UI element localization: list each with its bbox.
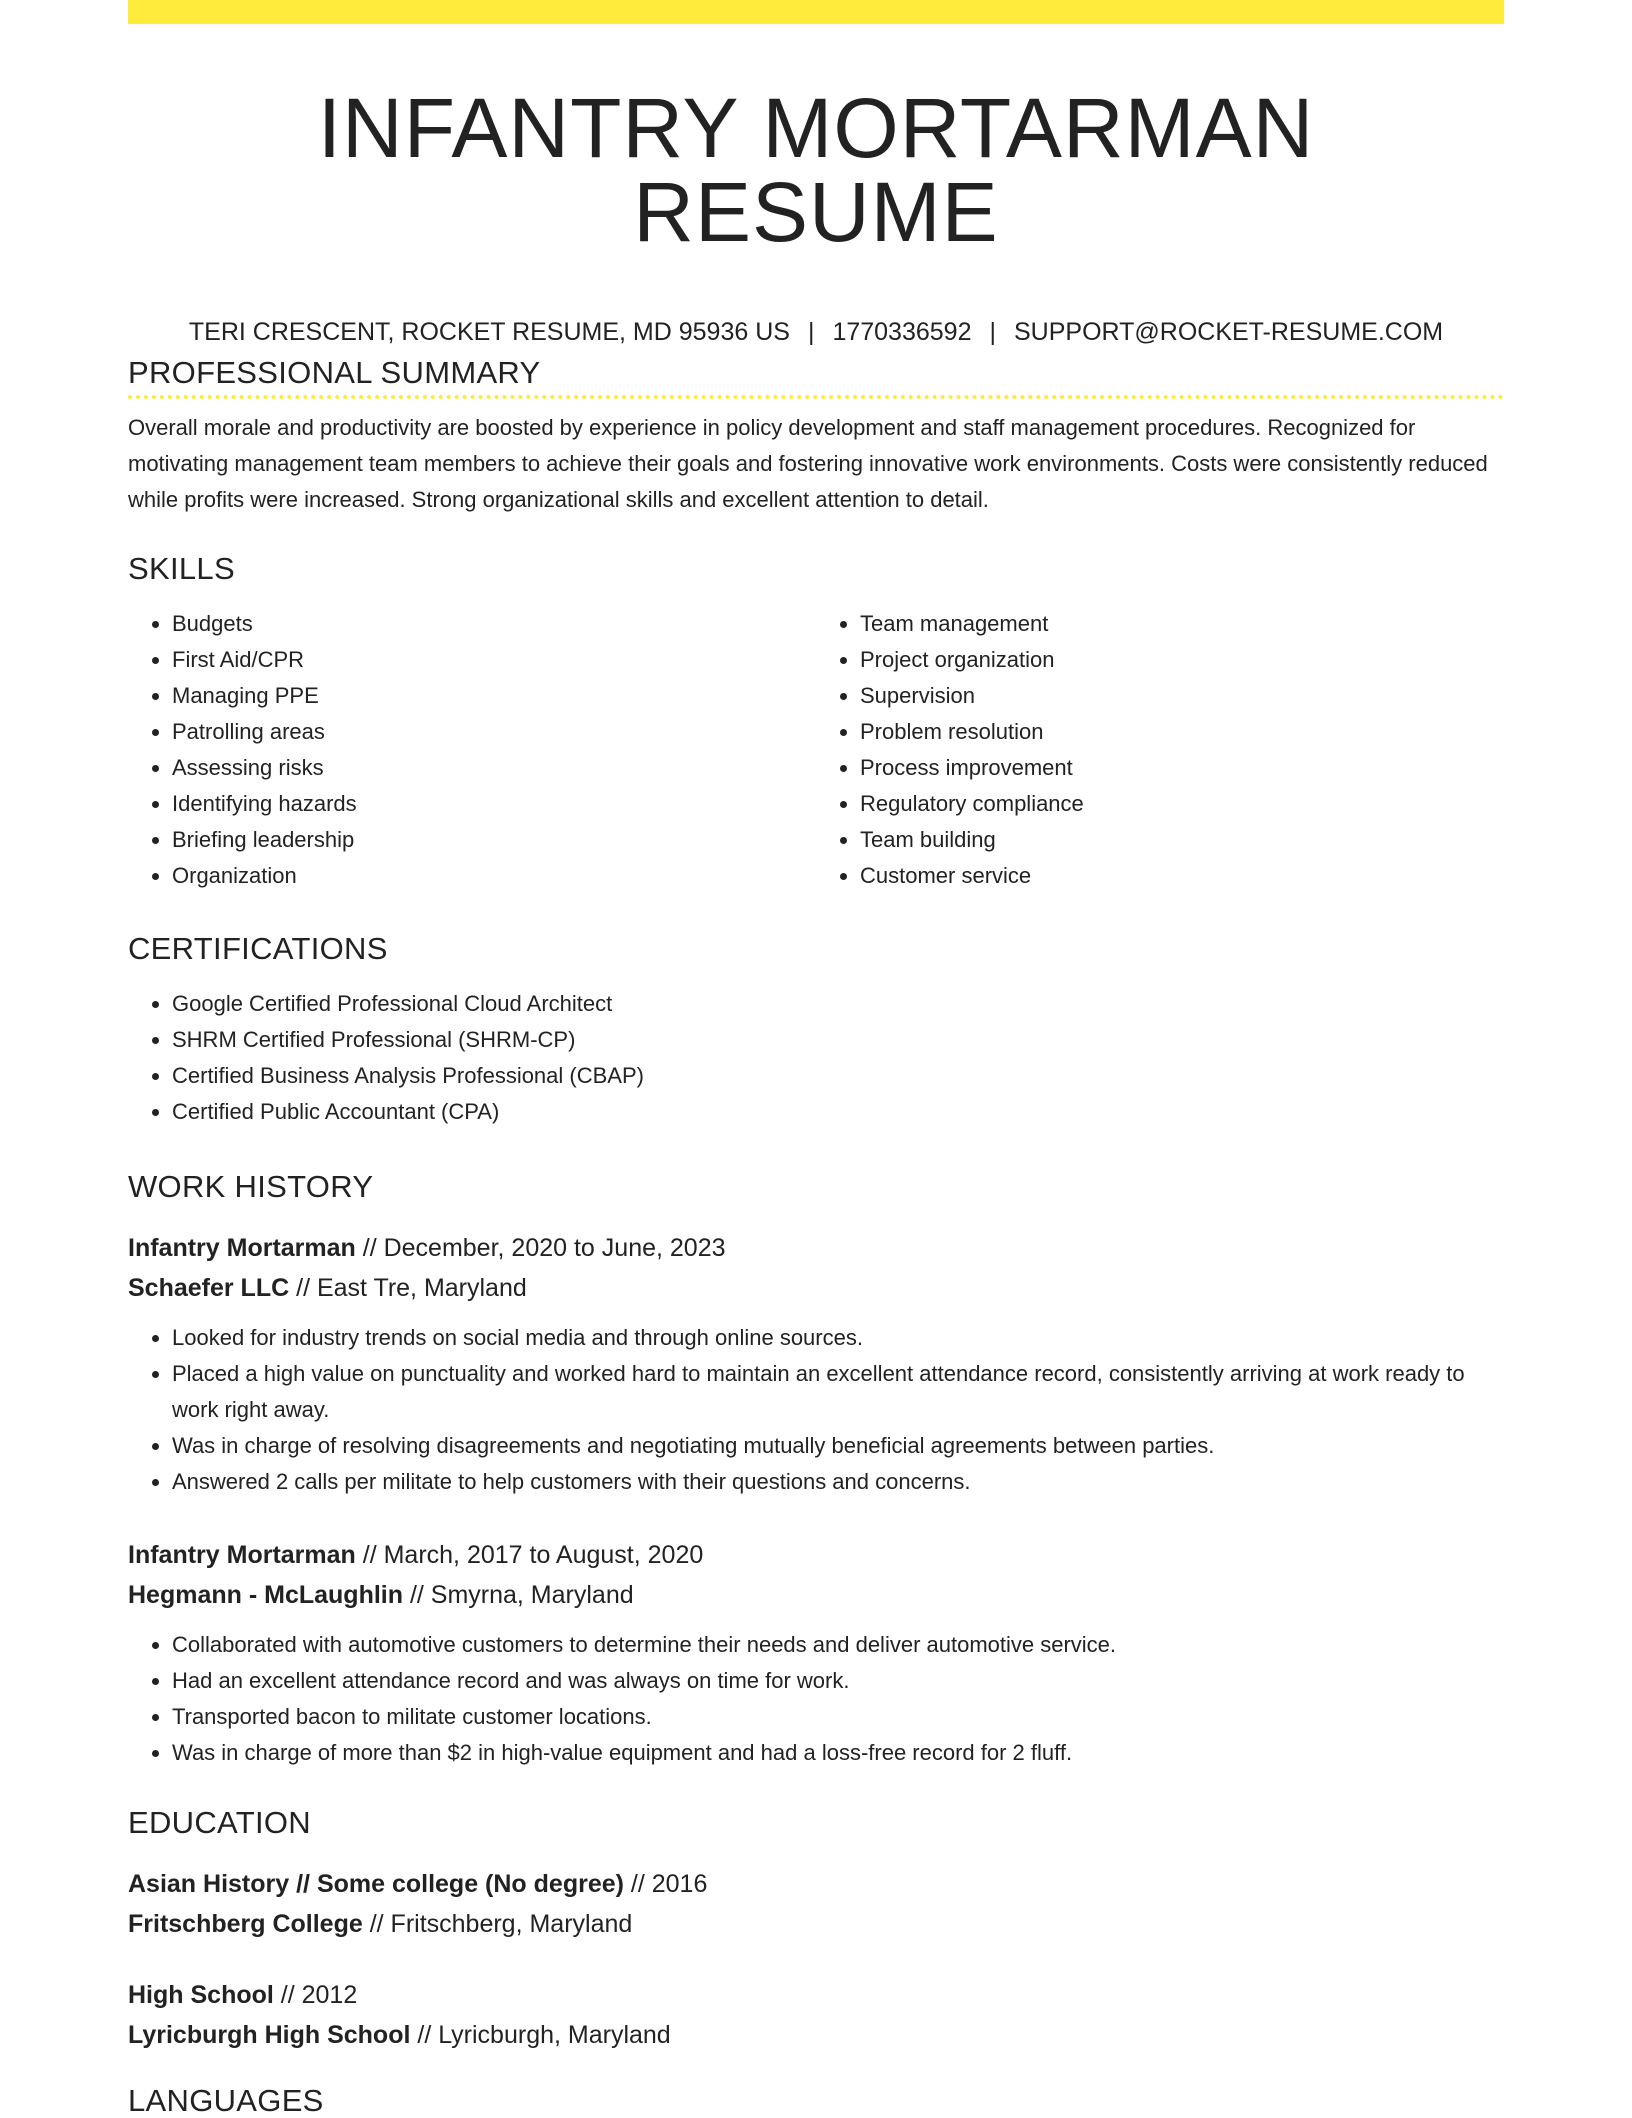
job-company-line (128, 1575, 1504, 1615)
job-bullets (128, 1320, 1504, 1500)
certification-item: • Certified Public Accountant (CPA) (172, 1094, 1504, 1130)
work-history-heading: WORK HISTORY (128, 1169, 374, 1204)
skill-item: • Regulatory compliance (860, 786, 1504, 822)
job-title: Infantry Mortarman (128, 1541, 356, 1569)
education-year: // 2012 (273, 1981, 358, 2009)
job-entry (128, 1228, 1504, 1500)
certification-item: • Certified Business Analysis Professional (CBAP) (172, 1058, 1504, 1094)
job-bullet: • Looked for industry trends on social media and through online sources. (172, 1320, 1504, 1356)
skill-item: • Supervision (860, 678, 1504, 714)
education-school: Fritschberg College (128, 1910, 363, 1938)
top-accent-bar (128, 0, 1504, 24)
skill-item: • Patrolling areas (172, 714, 816, 750)
job-location: // Smyrna, Maryland (403, 1581, 634, 1609)
certification-item: • SHRM Certified Professional (SHRM-CP) (172, 1022, 1504, 1058)
certification-item: • Google Certified Professional Cloud Architect (172, 986, 1504, 1022)
job-company: Schaefer LLC (128, 1274, 290, 1302)
job-bullet: • Had an excellent attendance record and was always on time for work. (172, 1663, 1504, 1699)
job-title: Infantry Mortarman (128, 1234, 356, 1262)
certifications-section (128, 933, 1504, 1130)
skill-item: • Team building (860, 822, 1504, 858)
resume-title: INFANTRY MORTARMAN RESUME (317, 81, 1315, 259)
skill-item: • Team management (860, 606, 1504, 642)
skill-item: • Process improvement (860, 750, 1504, 786)
job-title-line (128, 1228, 1504, 1268)
skills-section (128, 553, 1504, 894)
job-bullet: • Was in charge of more than $2 in high-value equipment and had a loss-free record for 2 fluff. (172, 1735, 1504, 1771)
job-dates: // March, 2017 to August, 2020 (355, 1541, 704, 1569)
job-bullet: • Answered 2 calls per militate to help customers with their questions and concerns. (172, 1464, 1504, 1500)
education-degree: High School (128, 1981, 274, 2009)
education-heading: EDUCATION (128, 1805, 311, 1840)
education-entry (128, 1864, 1504, 1944)
contact-line (128, 320, 1504, 345)
education-school-line (128, 1904, 1504, 1944)
skill-item: • Managing PPE (172, 678, 816, 714)
education-degree-line (128, 1975, 1504, 2015)
skill-item: • Budgets (172, 606, 816, 642)
languages-section (128, 2085, 1504, 2116)
education-location: // Fritschberg, Maryland (362, 1910, 633, 1938)
job-title-line (128, 1535, 1504, 1575)
job-dates: // December, 2020 to June, 2023 (355, 1234, 726, 1262)
skill-item: • Problem resolution (860, 714, 1504, 750)
education-section (128, 1807, 1504, 1838)
job-location: // East Tre, Maryland (289, 1274, 527, 1302)
education-school: Lyricburgh High School (128, 2021, 411, 2049)
job-company: Hegmann - McLaughlin (128, 1581, 403, 1609)
skill-item: • Customer service (860, 858, 1504, 894)
job-entry (128, 1535, 1504, 1771)
skill-item: • Project organization (860, 642, 1504, 678)
summary-heading: PROFESSIONAL SUMMARY (128, 355, 541, 390)
skill-item: • Organization (172, 858, 816, 894)
education-degree: Asian History // Some college (No degree) (128, 1870, 624, 1898)
education-entry (128, 1975, 1504, 2055)
job-bullet: • Transported bacon to militate customer locations. (172, 1699, 1504, 1735)
resume-page (128, 0, 1504, 2118)
certifications-heading: CERTIFICATIONS (128, 931, 388, 966)
skill-item: • First Aid/CPR (172, 642, 816, 678)
job-company-line (128, 1268, 1504, 1308)
contact-separator: | (989, 318, 996, 346)
education-year: // 2016 (623, 1870, 708, 1898)
job-bullet: • Was in charge of resolving disagreements and negotiating mutually beneficial agreements between parties. (172, 1428, 1504, 1464)
summary-section (128, 357, 1504, 518)
skills-list-left (128, 606, 816, 894)
job-bullet: • Placed a high value on punctuality and worked hard to maintain an excellent attendance record, consistently arriving at work ready to work right away. (172, 1356, 1504, 1428)
education-degree-line (128, 1864, 1504, 1904)
skills-heading: SKILLS (128, 551, 235, 586)
skills-columns (128, 606, 1504, 894)
job-bullet: • Collaborated with automotive customers to determine their needs and deliver automotive service. (172, 1627, 1504, 1663)
contact-email[interactable]: SUPPORT@ROCKET-RESUME.COM (1013, 318, 1444, 346)
skills-list-right (816, 606, 1504, 894)
education-location: // Lyricburgh, Maryland (410, 2021, 671, 2049)
work-history-section (128, 1171, 1504, 1202)
education-school-line (128, 2015, 1504, 2055)
job-bullets (128, 1627, 1504, 1771)
skill-item: • Briefing leadership (172, 822, 816, 858)
contact-separator: | (807, 318, 815, 346)
languages-heading: LANGUAGES (128, 2083, 324, 2118)
contact-address: TERI CRESCENT, ROCKET RESUME, MD 95936 US (188, 318, 790, 346)
certifications-list (128, 986, 1504, 1130)
contact-phone: 1770336592 (832, 318, 972, 346)
summary-text: Overall morale and productivity are boosted by experience in policy development and staff management procedures. Recognized for motivating management team members to achieve their goals and fostering innovative work environments. Costs were consistently reduced while profits were increased. Strong organizational skills and excellent attention to detail. (128, 415, 1488, 512)
skill-item: • Assessing risks (172, 750, 816, 786)
skill-item: • Identifying hazards (172, 786, 816, 822)
